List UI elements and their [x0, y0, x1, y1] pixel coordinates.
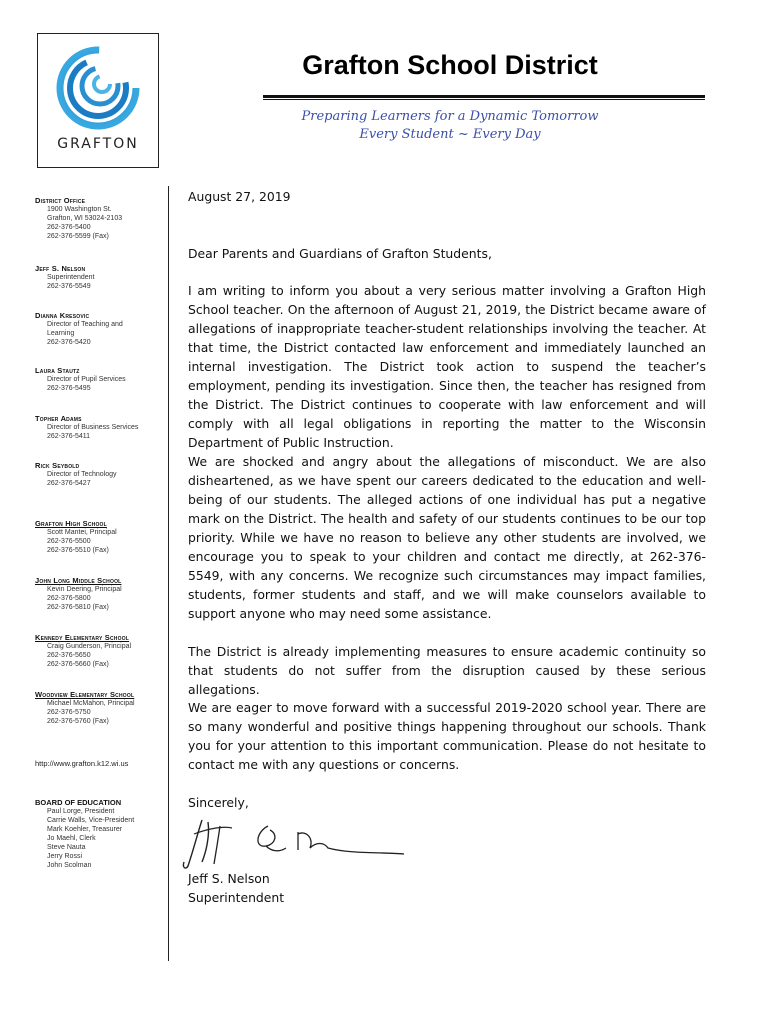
district-website-link[interactable]: http://www.grafton.k12.wi.us — [35, 759, 129, 768]
contact-role: Learning — [47, 330, 75, 337]
sidebar-school-jlms — [35, 576, 165, 612]
board-heading: BOARD OF EDUCATION — [35, 798, 122, 807]
school-principal: Kevin Deering, Principal — [47, 586, 122, 593]
page-title: Grafton School District — [302, 50, 598, 80]
contact-name: Rick Seybold — [35, 461, 80, 470]
school-phone: 262-376-5500 — [47, 538, 91, 545]
board-member: Paul Lorge, President — [47, 808, 115, 815]
contact-phone: 262-376-5411 — [47, 433, 91, 440]
board-member: John Scolman — [47, 862, 92, 869]
sidebar-contact-seybold — [35, 461, 165, 488]
school-principal: Craig Gunderson, Principal — [47, 643, 132, 650]
contact-role: Superintendent — [47, 274, 95, 281]
school-phone: 262-376-5750 — [47, 709, 91, 716]
sidebar-school-ghs — [35, 519, 165, 555]
board-member: Steve Nauta — [47, 844, 86, 851]
signer-block — [188, 869, 706, 907]
school-name: Woodview Elementary School — [35, 690, 135, 699]
sidebar-contact-kresovic — [35, 311, 165, 347]
contact-name: Laura Stautz — [35, 366, 80, 375]
contact-name: Topher Adams — [35, 414, 82, 423]
sidebar-board — [35, 798, 165, 870]
contact-phone: 262-376-5420 — [47, 339, 91, 346]
signer-name: Jeff S. Nelson — [188, 871, 270, 886]
letter-closing: Sincerely, — [188, 795, 249, 810]
contact-phone: 262-376-5427 — [47, 480, 91, 487]
contact-role: Director of Business Services — [47, 424, 139, 431]
school-fax: 262-376-5760 (Fax) — [47, 718, 109, 725]
school-principal: Scott Mantei, Principal — [47, 529, 117, 536]
swirl-logo-icon — [56, 42, 140, 134]
phone-line: 262-376-5400 — [47, 224, 91, 231]
school-principal: Michael McMahon, Principal — [47, 700, 135, 707]
letter-paragraph-1: I am writing to inform you about a very serious matter involving a Grafton High School teacher. On the afternoon of August 21, 2019, the District became aware of allegations of inappropriate teacher-student relationships involving the teacher. At that time, the District contacted law enforcement and immediately launched an internal investigation. The District took action to suspend the teacher’s employment, pending its investigation. Since then, the teacher has resigned from the District. The District continues to cooperate with law enforcement and will comply with all legal obligations in reporting the matter to the Wisconsin Department of Public Instruction. — [188, 283, 706, 450]
school-fax: 262-376-5810 (Fax) — [47, 604, 109, 611]
school-name: Kennedy Elementary School — [35, 633, 130, 642]
board-member: Jo Maehl, Clerk — [47, 835, 96, 842]
sidebar-contact-stautz — [35, 366, 165, 393]
sidebar-school-wes — [35, 690, 165, 726]
sidebar-heading: District Office — [35, 196, 86, 205]
fax-line: 262-376-5599 (Fax) — [47, 233, 109, 240]
sidebar-contact-adams — [35, 414, 165, 441]
address-line: Grafton, WI 53024-2103 — [47, 215, 123, 222]
school-phone: 262-376-5650 — [47, 652, 91, 659]
signer-title: Superintendent — [188, 890, 285, 905]
school-fax: 262-376-5510 (Fax) — [47, 547, 109, 554]
sidebar-district-office — [35, 196, 165, 241]
school-name: John Long Middle School — [35, 576, 122, 585]
school-fax: 262-376-5660 (Fax) — [47, 661, 109, 668]
school-name: Grafton High School — [35, 519, 107, 528]
handwritten-signature — [180, 812, 410, 874]
contact-phone: 262-376-5495 — [47, 385, 91, 392]
logo-wordmark: GRAFTON — [57, 136, 139, 152]
contact-role: Director of Teaching and — [47, 321, 123, 328]
contact-name: Jeff S. Nelson — [35, 264, 86, 273]
letter-salutation: Dear Parents and Guardians of Grafton Students, — [188, 246, 492, 261]
letter-date: August 27, 2019 — [188, 189, 291, 204]
letter-paragraph-3: The District is already implementing measures to ensure academic continuity so that students do not suffer from the disruption caused by these serious allegations. — [188, 644, 706, 697]
board-member: Jerry Rossi — [47, 853, 83, 860]
sidebar-contact-nelson — [35, 264, 165, 291]
letter-paragraph-2: We are shocked and angry about the allegations of misconduct. We are also disheartened, as we have spent our careers dedicated to the education and well-being of our students. The alleged actions of one individual has put a negative mark on the District. The health and safety of our students continues to be our top priority. While we have no reason to believe any other students are involved, we encourage you to speak to your children and contact me directly, at 262-376-5549, with any concerns. We recognize such circumstances may impact families, students, former students and staff, and we will make counselors available to support anyone who may need some assistance. — [188, 454, 706, 621]
school-phone: 262-376-5800 — [47, 595, 91, 602]
contact-role: Director of Technology — [47, 471, 117, 478]
letter-paragraph-4: We are eager to move forward with a successful 2019-2020 school year. There are so many wonderful and positive things happening throughout our schools. Thank you for your attention to this important communication. Please do not hesitate to contact me with any questions or concerns. — [188, 700, 706, 772]
motto-line-1: Preparing Learners for a Dynamic Tomorrow — [301, 109, 599, 124]
motto-line-2: Every Student ~ Every Day — [359, 127, 541, 142]
address-line: 1900 Washington St. — [47, 206, 112, 213]
board-member: Carrie Walls, Vice-President — [47, 817, 135, 824]
title-divider — [263, 95, 705, 100]
sidebar-divider — [168, 186, 169, 961]
contact-phone: 262-376-5549 — [47, 283, 91, 290]
sidebar-school-kes — [35, 633, 165, 669]
board-member: Mark Koehler, Treasurer — [47, 826, 123, 833]
contact-name: Dianna Kresovic — [35, 311, 90, 320]
district-logo — [37, 33, 159, 168]
contact-role: Director of Pupil Services — [47, 376, 126, 383]
